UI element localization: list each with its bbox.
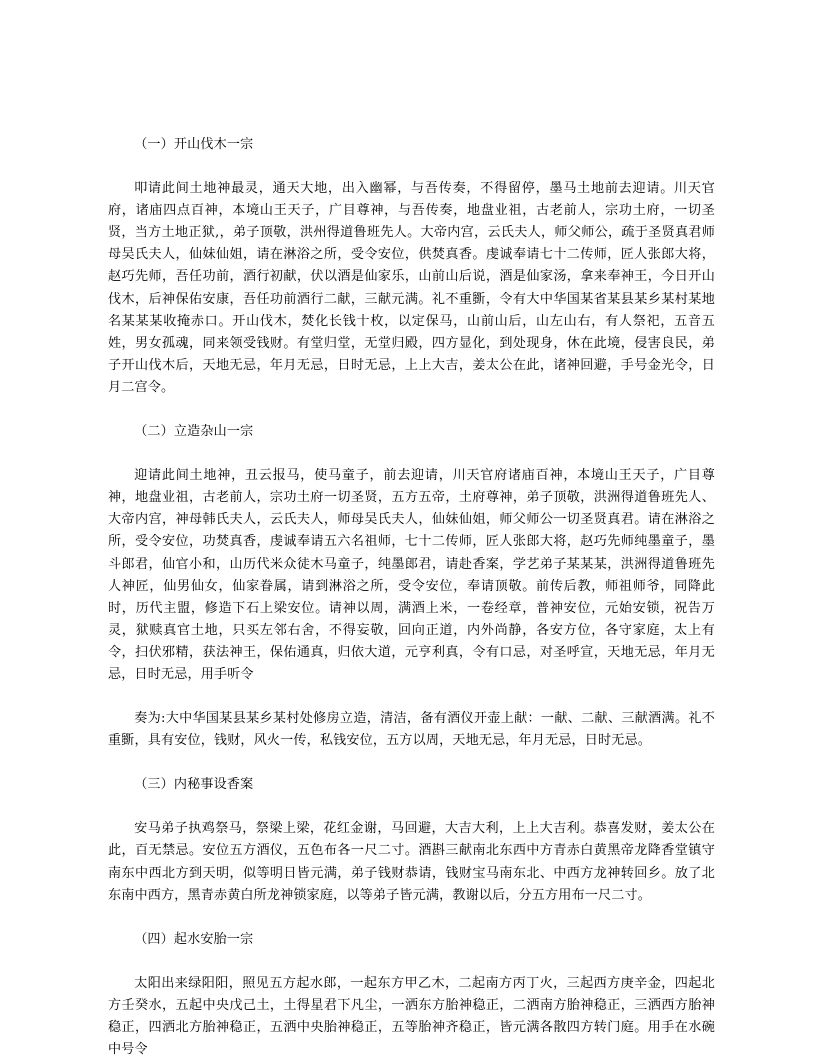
section-4-body: 太阳出来绿阳阳，照见五方起水郎，一起东方甲乙木，二起南方丙丁火，三起西方庚辛金，四起北方壬癸水，五起中央戊己土，土得星君下凡尘，一洒东方胎神稳正，二洒南方胎神稳正，三洒西方胎神稳正，四洒北方胎神稳正，五洒中央胎神稳正，五等胎神齐稳正，皆元满各散四方转门庭。用手在水碗中号令 <box>108 975 715 1058</box>
section-heading-3: （三）内秘事设香案 <box>134 777 254 793</box>
section-heading-1: （一）开山伐木一宗 <box>134 137 254 152</box>
section-heading-2: （二）立造杂山一宗 <box>134 424 254 440</box>
section-3-body: 安马弟子执鸡祭马，祭梁上梁，花红金谢，马回避，大吉大利，上上大吉利。恭喜发财，姜太公在此，百无禁忌。安位五方酒仪，五色布各一尺二寸。酒斟三献南北东西中方青赤白黄黑帝龙降香堂镇守南东中西北方到天明，似等明日皆元满，弟子钱财恭请，钱财宝马南东北、中西方龙神转回乡。放了北东南中西方，黑青赤黄白所龙神锁家庭，以等弟子皆元满，教谢以后，分五方用布一尺二寸。 <box>108 821 715 903</box>
document-body <box>108 134 715 1061</box>
section-2-memorial: 奏为:大中华国某县某乡某村处修房立造，清洁，备有酒仪开壶上献：一献、二献、三献酒满。礼不重斵，具有安位，钱财，风火一传，私钱安位，五方以周，天地无忌，年月无忌，日时无忌。 <box>108 711 715 749</box>
section-heading-4: （四）起水安胎一宗 <box>134 931 254 947</box>
section-2-body: 迎请此间土地神，丑云报马，使马童子，前去迎请，川天官府诸庙百神，本境山王天子，广目尊神，地盘业祖，古老前人，宗功土府一切圣贤，五方五帝，土府尊神，弟子顶敬，洪洲得道鲁班先人、大帝内宫，神母韩氏夫人，云氏夫人，师母吴氏夫人，仙妹仙姐，师父师公一切圣贤真君。请在淋浴之所，受令安位，功焚真香，虔诚奉请五六名祖师，七十二传师，匠人张郎大将，赵巧先师纯墨童子，墨斗郎君，仙官小和，山历代米众徒木马童子，纯墨郎君，请赴香案，学艺弟子某某某，洪洲得道鲁班先人神匠，仙男仙女，仙家眷属，请到淋浴之所，受令安位，奉请顶敬。前传后教，师祖师爷，同降此时，历代主盟，修造下石上梁安位。请神以周，满酒上米，一卷经章，普神安位，元始安锁，祝告万灵，狱赎真官土地，只买左邻右舍，不得妄敬，回向正道，内外尚静，各安方位，各守家庭，太上有令，扫伏邪精，获法神王，保佑通真，归依大道，元亨利真，令有口忌，对圣呼宣，天地无忌，年月无忌，日时无忌，用手听令 <box>108 468 715 682</box>
section-1-body: 叩请此间土地神最灵，通天大地，出入幽幂，与吾传奏，不得留停，墨马土地前去迎请。川天官府，诸庙四点百神，本境山王天子，广目尊神，与吾传奏，地盘业祖，古老前人，宗功土府，一切圣贤，当方土地正狱,，弟子顶敬，洪州得道鲁班先人。大帝内宫，云氏夫人，师父师公，疏于圣贤真君师母吴氏夫人，仙妹仙姐，请在淋浴之所，受令安位，供焚真香。虔诚奉请七十二传师，匠人张郎大将，赵巧先师，吾任功前，酒行初献，伏以酒是仙家乐，山前山后说，酒是仙家汤，拿来奉神王，今日开山伐木，后神保佑安康，吾任功前酒行二献，三献元满。礼不重斵，令有大中华国某省某县某乡某村某地名某某某收掩赤口。开山伐木，焚化长钱十枚，以定保马，山前山后，山左山右，有人祭祀，五音五姓，男女孤魂，同来领受钱财。有堂归堂，无堂归殿，四方显化，到处现身，休在此境，侵害良民，弟子开山伐木后，天地无忌，年月无忌，日时无忌，上上大吉，姜太公在此，诸神回避，手号金光令，日月二宫令。 <box>108 181 715 395</box>
